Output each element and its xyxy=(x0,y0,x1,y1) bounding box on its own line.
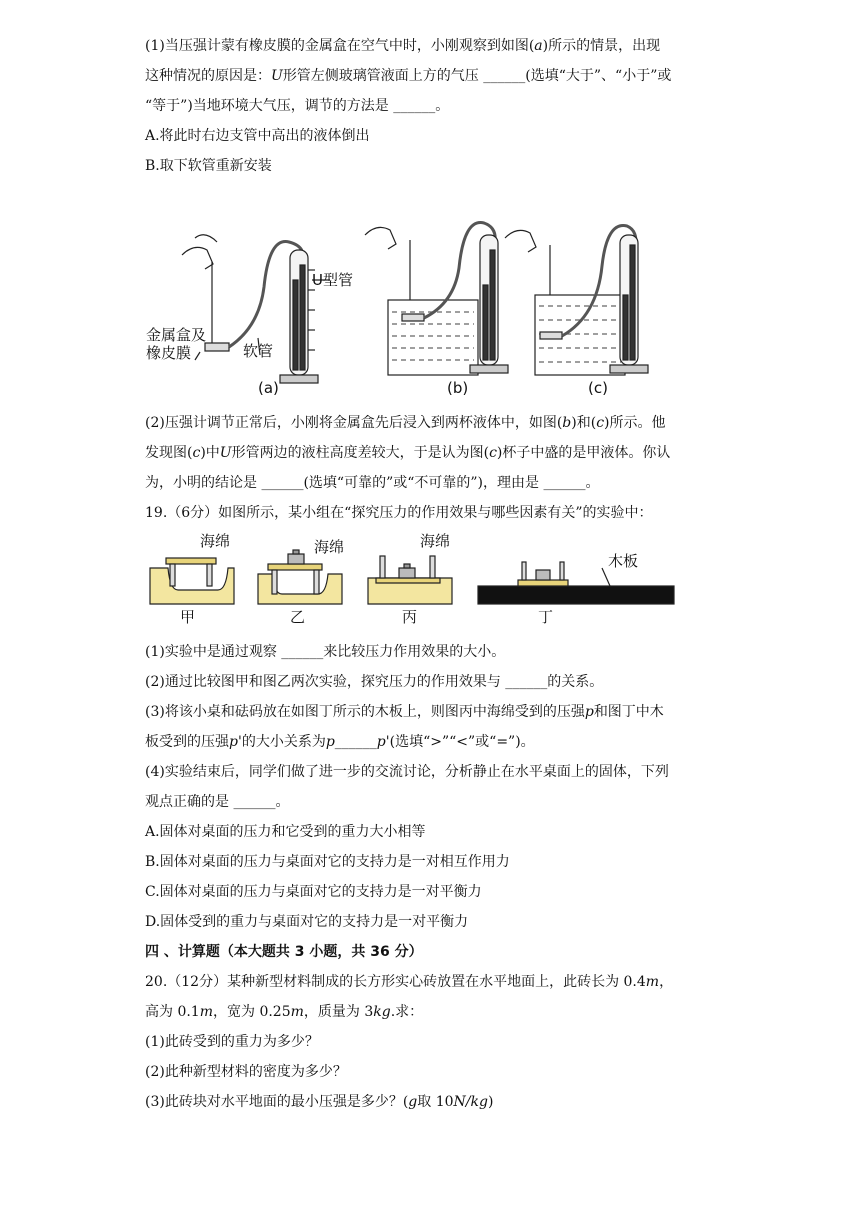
text: (3)将该小桌和砝码放在如图丁所示的木板上，则图丙中海绵受到的压强 xyxy=(145,704,585,720)
q18-part2-line2 xyxy=(145,443,670,463)
caption-c: (c) xyxy=(588,379,608,397)
q19-sub2: (2)通过比较图甲和图乙两次实验，探究压力的作用效果与 ______的关系。 xyxy=(145,674,604,690)
text: ，宽为 0.25 xyxy=(213,1004,291,1020)
q20-sub2: (2)此种新型材料的密度为多少？ xyxy=(145,1064,347,1080)
caption-jia: 甲 xyxy=(180,608,196,626)
text: 和图丁中木 xyxy=(593,704,664,720)
label-hose: 软管 xyxy=(243,342,274,360)
text: (3)此砖块对水平地面的最小压强是多少？( xyxy=(145,1094,409,1110)
q19-sub3-line2 xyxy=(145,732,535,752)
unit: kg xyxy=(373,1004,391,1020)
q18-part1-line1 xyxy=(145,36,660,56)
section-heading: 四 、计算题（本大题共 3 小题，共 36 分） xyxy=(145,944,423,960)
text: ， xyxy=(659,974,674,990)
text: )和( xyxy=(571,415,597,431)
math-var: c xyxy=(489,445,497,461)
math-var: p xyxy=(376,734,386,750)
label-sponge-3: 海绵 xyxy=(420,532,451,550)
q19-intro: 19.（6分）如图所示，某小组在“探究压力的作用效果与哪些因素有关”的实验中： xyxy=(145,505,653,521)
label-metal-box-1: 金属盒及 xyxy=(146,326,207,344)
text: (1)当压强计蒙有橡皮膜的金属盒在空气中时，小刚观察到如图( xyxy=(145,38,535,54)
q19-sub1: (1)实验中是通过观察 ______来比较压力作用效果的大小。 xyxy=(145,644,506,660)
math-var: b xyxy=(562,415,572,431)
sponge-pressure-figure xyxy=(140,528,680,628)
q19-option-a: A.固体对桌面的压力和它受到的重力大小相等 xyxy=(145,824,426,840)
math-var: p xyxy=(584,704,594,720)
text: 取 10 xyxy=(417,1094,454,1110)
text: 发现图( xyxy=(145,445,193,461)
text: '的大小关系为 xyxy=(237,734,326,750)
q19-option-c: C.固体对桌面的压力与桌面对它的支持力是一对平衡力 xyxy=(145,884,482,900)
metal-box-icon xyxy=(205,343,229,351)
answer-blank: ______ xyxy=(334,734,377,750)
caption-a: (a) xyxy=(258,379,279,397)
text: )所示的情景，出现 xyxy=(542,38,661,54)
caption-ding: 丁 xyxy=(538,608,554,626)
text: .求： xyxy=(390,1004,424,1020)
q19-option-b: B.固体对桌面的压力与桌面对它的支持力是一对相互作用力 xyxy=(145,854,510,870)
label-sponge-2: 海绵 xyxy=(314,538,345,556)
q18-part2-line1 xyxy=(145,413,666,433)
text: 形管两边的液柱高度差较大，于是认为图( xyxy=(231,445,490,461)
math-var: p xyxy=(229,734,238,750)
math-var: c xyxy=(192,445,201,461)
math-var: c xyxy=(596,415,605,431)
q18-part1-line2 xyxy=(145,66,671,86)
label-metal-box-2: 橡皮膜 xyxy=(146,344,192,362)
q18-part1-line3: “等于”)当地环境大气压，调节的方法是 ______。 xyxy=(145,98,450,114)
math-var: U xyxy=(219,445,232,461)
unit: m xyxy=(199,1004,213,1020)
label-u-tube: U型管 xyxy=(312,271,353,289)
math-var: U xyxy=(271,68,283,84)
text: )杯子中盛的是甲液体。你认 xyxy=(496,445,671,461)
unit: N/kg xyxy=(453,1094,488,1110)
math-var: g xyxy=(408,1094,418,1110)
caption-b: (b) xyxy=(447,379,469,397)
q18-part2-line3: 为，小明的结论是 ______(选填“可靠的”或“不可靠的”)，理由是 ______。 xyxy=(145,475,600,491)
text: 高为 0.1 xyxy=(145,1004,200,1020)
text: 形管左侧玻璃管液面上方的气压 ______(选填“大于”、“小于”或 xyxy=(282,68,672,84)
unit: m xyxy=(290,1004,304,1020)
q18-option-b: B.取下软管重新安装 xyxy=(145,158,272,174)
q20-line2 xyxy=(145,1002,423,1022)
q20-sub3 xyxy=(145,1092,493,1112)
label-sponge-1: 海绵 xyxy=(200,532,231,550)
q19-sub4-line1: (4)实验结束后，同学们做了进一步的交流讨论，分析静止在水平桌面上的固体，下列 xyxy=(145,764,669,780)
text: 20.（12分）某种新型材料制成的长方形实心砖放置在水平地面上，此砖长为 0.4 xyxy=(145,974,646,990)
q20-line1 xyxy=(145,972,673,992)
pressure-gauge-figure xyxy=(140,210,660,402)
q19-sub4-line2: 观点正确的是 ______。 xyxy=(145,794,290,810)
text: )所示。他 xyxy=(604,415,666,431)
q18-option-a: A.将此时右边支管中高出的液体倒出 xyxy=(145,128,370,144)
text: )中 xyxy=(200,445,220,461)
caption-yi: 乙 xyxy=(290,608,306,626)
text: (2)压强计调节正常后，小刚将金属盒先后浸入到两杯液体中，如图( xyxy=(145,415,563,431)
text: ，质量为 3 xyxy=(303,1004,374,1020)
text: 这种情况的原因是： xyxy=(145,68,271,84)
text: '(选填“>”“<”或“=”)。 xyxy=(385,734,535,750)
math-var: a xyxy=(534,38,543,54)
text: 板受到的压强 xyxy=(145,734,229,750)
text: ) xyxy=(487,1094,494,1110)
q19-sub3-line1 xyxy=(145,702,664,722)
q20-sub1: (1)此砖受到的重力为多少？ xyxy=(145,1034,319,1050)
unit: m xyxy=(645,974,660,990)
hand-icon xyxy=(182,247,213,269)
math-var: p xyxy=(325,734,335,750)
label-board: 木板 xyxy=(608,552,639,570)
caption-bing: 丙 xyxy=(402,608,418,626)
q19-option-d: D.固体受到的重力与桌面对它的支持力是一对平衡力 xyxy=(145,914,469,930)
